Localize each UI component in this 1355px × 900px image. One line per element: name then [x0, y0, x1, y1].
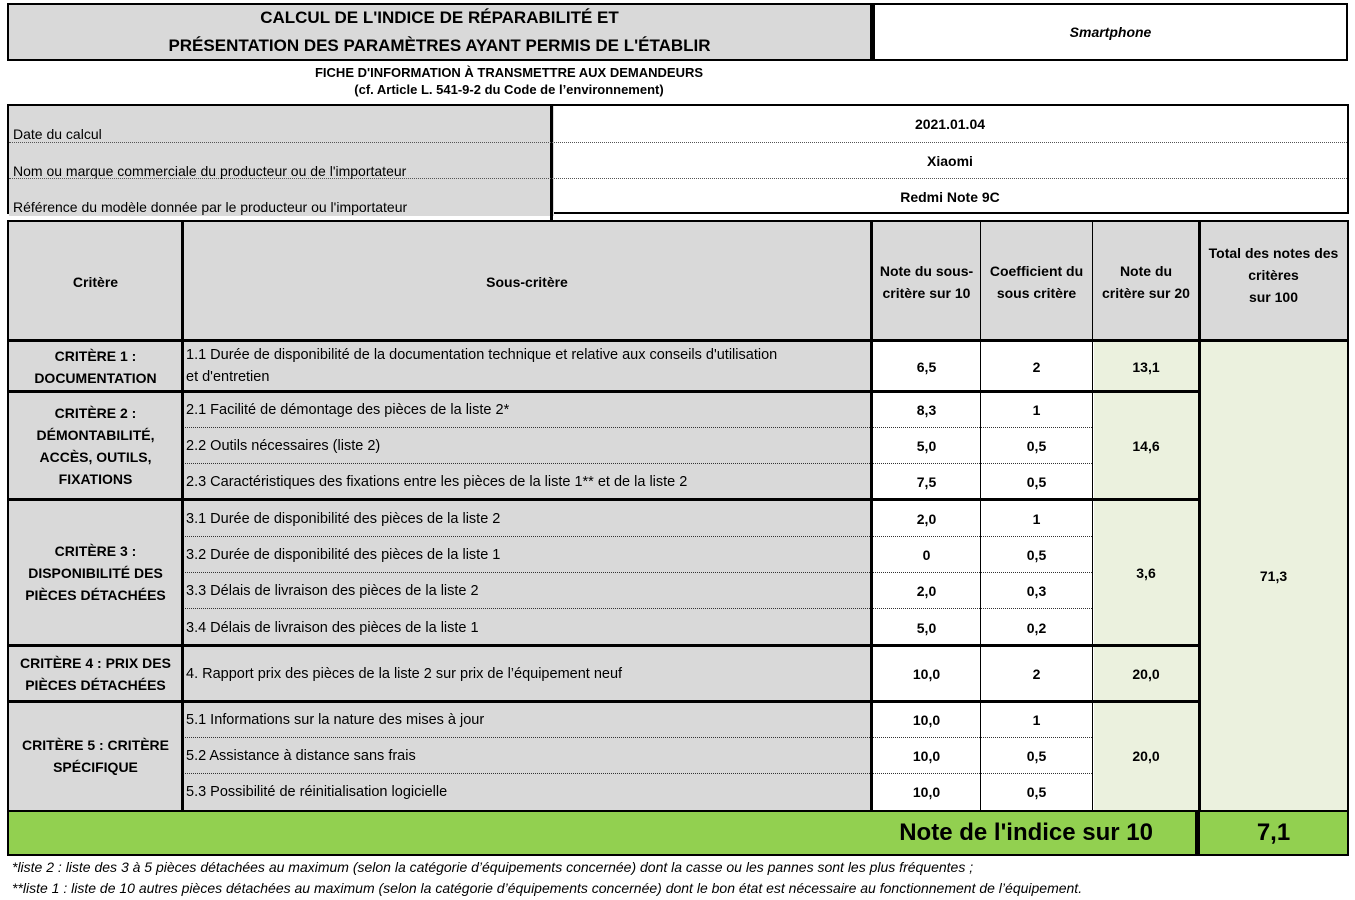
criterion-2-line4: FIXATIONS [58, 471, 133, 487]
sub-criterion-2-3: 2.3 Caractéristiques des fixations entre les pièces de la liste 1** et de la liste 2 [186, 474, 688, 490]
criterion-1-line1: CRITÈRE 1 : [54, 347, 137, 364]
criterion-3-line2: DISPONIBILITÉ DES [28, 565, 163, 581]
criterion-2-label [9, 392, 182, 500]
info-label-brand: Nom ou marque commerciale du producteur ou de l'importateur [9, 143, 554, 180]
note-3-1: 2,0 [916, 510, 937, 527]
coef-3-2: 0,5 [1026, 547, 1047, 563]
criterion-5-line2: SPÉCIFIQUE [53, 759, 138, 775]
criterion-4-line1: CRITÈRE 4 : PRIX DES [20, 655, 171, 671]
subtitle [7, 64, 1011, 98]
sub-criterion-3-1: 3.1 Durée de disponibilité des pièces de la liste 2 [186, 510, 501, 527]
subtitle-line-1: FICHE D'INFORMATION À TRANSMETTRE AUX DEMANDEURS [314, 65, 704, 80]
coef-5-2: 0,5 [1026, 748, 1047, 764]
coef-2-1: 1 [1032, 402, 1041, 418]
info-table [7, 104, 1349, 214]
total-score: 71,3 [1259, 567, 1288, 584]
criterion-5-label [9, 702, 182, 810]
info-value-brand: Xiaomi [550, 143, 1347, 189]
document-title [7, 3, 872, 61]
note-3-3: 2,0 [916, 583, 937, 599]
final-score-value: 7,1 [1197, 812, 1349, 856]
coef-5-1: 1 [1032, 712, 1041, 728]
product-category: Smartphone [872, 3, 1348, 61]
criterion-4-label [9, 646, 182, 702]
coef-2-3: 0,5 [1026, 474, 1047, 490]
note-3-2: 0 [922, 547, 931, 563]
title-line-2: PRÉSENTATION DES PARAMÈTRES AYANT PERMIS DE L'ÉTABLIR [168, 36, 711, 55]
criterion-4-score: 20,0 [1132, 666, 1160, 682]
coef-1-1: 2 [1032, 358, 1041, 375]
header-sous-critere: Sous-critère [486, 273, 568, 290]
criterion-3-line1: CRITÈRE 3 : [54, 543, 137, 559]
sub-criterion-3-4: 3.4 Délais de livraison des pièces de la liste 1 [186, 619, 479, 636]
criterion-2-score: 14,6 [1132, 438, 1160, 454]
header-coefficient [981, 222, 1092, 341]
footnote-list-1: **liste 1 : liste de 10 autres pièces détachées au maximum (selon la catégorie d’équipements concernée) dont le bon état est nécessaire au fonctionnement de l’équipement. [12, 880, 1083, 896]
criterion-3-line3: PIÈCES DÉTACHÉES [25, 587, 166, 603]
coef-3-4: 0,2 [1026, 619, 1047, 636]
coef-3-1: 1 [1032, 510, 1041, 527]
info-value-model: Redmi Note 9C [550, 179, 1347, 225]
coef-3-3: 0,3 [1026, 583, 1047, 599]
footnote-list-2: *liste 2 : liste des 3 à 5 pièces détachées au maximum (selon la catégorie d’équipements concernée) dont la casse ou les pannes sont les plus fréquentes ; [12, 859, 974, 875]
info-label-date: Date du calcul [9, 106, 554, 143]
header-coefficient-line2: sous critère [996, 284, 1077, 301]
note-1-1: 6,5 [916, 358, 937, 375]
note-5-3: 10,0 [912, 784, 941, 800]
criterion-5-line1: CRITÈRE 5 : CRITÈRE [21, 737, 169, 753]
sub-criterion-1-1 [182, 341, 872, 392]
info-label-model: Référence du modèle donnée par le producteur ou l'importateur [9, 179, 554, 216]
criterion-5-score: 20,0 [1132, 748, 1160, 764]
criterion-2-line2: DÉMONTABILITÉ, [36, 427, 155, 443]
note-5-1: 10,0 [912, 712, 941, 728]
header-total [1200, 222, 1347, 341]
note-5-2: 10,0 [912, 748, 941, 764]
header-note-critere-line1: Note du [1119, 262, 1173, 279]
header-note-sous-critere [872, 222, 981, 341]
header-total-line2: critères [1248, 266, 1299, 283]
criterion-1-score: 13,1 [1132, 358, 1160, 375]
header-total-line1: Total des notes des [1208, 244, 1339, 261]
header-total-line3: sur 100 [1248, 288, 1299, 305]
sub-criterion-5-1: 5.1 Informations sur la nature des mises à jour [186, 712, 485, 728]
header-critere: Critère [72, 273, 119, 290]
sub-criterion-3-2: 3.2 Durée de disponibilité des pièces de la liste 1 [186, 547, 501, 563]
title-line-1: CALCUL DE L'INDICE DE RÉPARABILITÉ ET [260, 8, 619, 27]
info-row-brand [9, 143, 1347, 179]
note-4: 10,0 [912, 666, 941, 682]
info-value-date: 2021.01.04 [550, 106, 1347, 152]
score-table [7, 220, 1349, 812]
header-note-critere-line2: critère sur 20 [1102, 284, 1190, 301]
note-2-2: 5,0 [916, 438, 937, 454]
criterion-2-line1: CRITÈRE 2 : [54, 405, 137, 421]
sub-criterion-2-1: 2.1 Facilité de démontage des pièces de la liste 2* [186, 402, 510, 418]
sub-criterion-1-1-line2: et d'entretien [186, 369, 270, 385]
info-row-date [9, 106, 1347, 142]
header-note-sous-critere-line1: Note du sous- [879, 262, 974, 279]
header-note-critere [1092, 222, 1200, 341]
sub-criterion-4: 4. Rapport prix des pièces de la liste 2 sur prix de l’équipement neuf [186, 666, 623, 682]
criterion-1-label [9, 341, 182, 392]
sub-criterion-5-3: 5.3 Possibilité de réinitialisation logicielle [186, 784, 448, 800]
header-coefficient-line1: Coefficient du [989, 262, 1084, 279]
final-score-label: Note de l'indice sur 10 [7, 812, 1197, 856]
coef-5-3: 0,5 [1026, 784, 1047, 800]
criterion-3-label [9, 500, 182, 646]
header-note-sous-critere-line2: critère sur 10 [882, 284, 971, 301]
coef-4: 2 [1032, 666, 1041, 682]
subtitle-line-2: (cf. Article L. 541-9-2 du Code de l’environnement) [354, 82, 664, 97]
info-row-model [9, 179, 1347, 215]
sub-criterion-3-3: 3.3 Délais de livraison des pièces de la liste 2 [186, 583, 479, 599]
criterion-4-line2: PIÈCES DÉTACHÉES [25, 677, 166, 693]
criterion-2-line3: ACCÈS, OUTILS, [39, 449, 152, 465]
sub-criterion-2-2: 2.2 Outils nécessaires (liste 2) [186, 438, 381, 454]
coef-2-2: 0,5 [1026, 438, 1047, 454]
sub-criterion-1-1-line1: 1.1 Durée de disponibilité de la documentation technique et relative aux conseils d'utilisation [186, 347, 778, 363]
note-2-3: 7,5 [916, 474, 937, 490]
sub-criterion-5-2: 5.2 Assistance à distance sans frais [186, 748, 416, 764]
criterion-3-score: 3,6 [1136, 565, 1156, 581]
note-2-1: 8,3 [916, 402, 937, 418]
criterion-1-line2: DOCUMENTATION [34, 369, 157, 386]
note-3-4: 5,0 [916, 619, 937, 636]
